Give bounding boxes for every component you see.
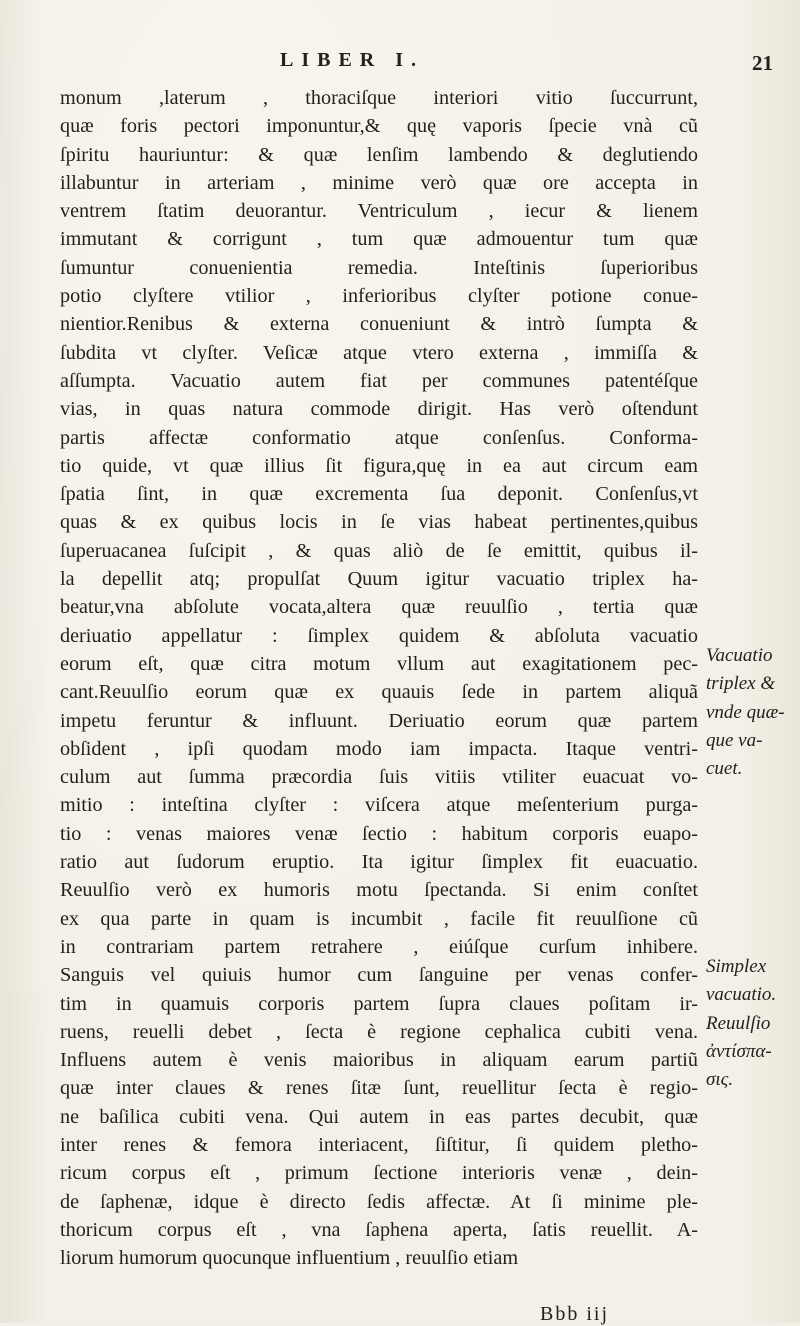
text-line: thoricum corpus eſt , vna ſaphena aperta, ſatis reuellit. A- (60, 1218, 698, 1241)
text-line: Reuulſio verò ex humoris motu ſpectanda. Si enim conſtet (60, 879, 698, 902)
margin-note: que va- (706, 730, 763, 751)
text-line: ſubdita vt clyſter. Veſicæ atque vtero externa , immiſſa & (60, 341, 698, 364)
text-line: de ſaphenæ, idque è directo ſedis affectæ. At ſi minime ple- (60, 1190, 698, 1213)
text-line: monum ,laterum , thoraciſque interiori vitio ſuccurrunt, (60, 87, 698, 109)
text-line: cant.Reuulſio eorum quæ ex quauis ſede in partem aliquã (60, 681, 698, 704)
text-line: culum aut ſumma præcordia ſuis vitiis vtiliter euacuat vo- (60, 766, 698, 789)
running-head (0, 49, 800, 79)
margin-note: σις. (706, 1069, 734, 1090)
text-line: ruens, reuelli debet , ſecta è regione cephalica cubiti vena. (60, 1020, 698, 1043)
margin-note: Reuulſio (706, 1013, 771, 1034)
text-line: partis affectæ conformatio atque conſenſus. Conforma- (60, 426, 698, 449)
text-line: ricum corpus eſt , primum ſectione interioris venæ , dein- (60, 1162, 698, 1185)
text-line: inter renes & femora interiacent, ſiſtitur, ſi quidem pletho- (60, 1133, 698, 1156)
text-line: mitio : inteſtina clyſter : viſcera atque meſenterium purga- (60, 794, 698, 817)
text-line: illabuntur in arteriam , minime verò quæ ore accepta in (60, 171, 698, 194)
margin-note: ἀντίσπα- (706, 1041, 772, 1062)
text-line: quæ inter claues & renes ſitæ ſunt, reuellitur ſecta è regio- (60, 1077, 698, 1100)
text-line: beatur,vna abſolute vocata,altera quæ reuulſio , tertia quæ (60, 596, 698, 619)
text-line: immutant & corrigunt , tum quæ admouentur tum quæ (60, 228, 698, 251)
text-line: ſuperuacanea ſuſcipit , & quas aliò de ſe emittit, quibus il- (60, 539, 698, 562)
main-text-block (60, 84, 698, 1272)
margin-note: Simplex (706, 956, 767, 977)
text-line: la depellit atq; propulſat Quum igitur vacuatio triplex ha- (60, 568, 698, 591)
text-line: ex qua parte in quam is incumbit , facile fit reuulſione cũ (60, 907, 698, 930)
text-line: nientior.Renibus & externa conueniunt & intrò ſumpta & (60, 313, 698, 336)
text-line: vias, in quas natura commode dirigit. Has verò oſtendunt (60, 398, 698, 421)
margin-note: cuet. (706, 758, 743, 779)
text-line: deriuatio appellatur : ſimplex quidem & abſoluta vacuatio (60, 624, 698, 647)
text-line: ne baſilica cubiti vena. Qui autem in eas partes decubit, quæ (60, 1105, 698, 1128)
signature-mark: Bbb iij (540, 1303, 610, 1325)
text-line: Influens autem è venis maioribus in aliquam earum partiũ (60, 1049, 698, 1072)
text-line: potio clyſtere vtilior , inferioribus clyſter potione conue- (60, 285, 698, 308)
running-title: LIBER I. (280, 49, 425, 71)
text-line: quæ foris pectori imponuntur,& quę vaporis ſpecie vnà cũ (60, 115, 698, 138)
text-line: in contrariam partem retrahere , eiúſque curſum inhibere. (60, 935, 698, 958)
text-line: ventrem ſtatim deuorantur. Ventriculum , iecur & lienem (60, 200, 698, 223)
text-line: tim in quamuis corporis partem ſupra claues poſitam ir- (60, 992, 698, 1015)
text-line: ſpiritu hauriuntur: & quæ lenſim lambendo & deglutiendo (60, 143, 698, 166)
margin-note: triplex & (706, 673, 776, 694)
page-number: 21 (752, 51, 773, 75)
text-line: Sanguis vel quiuis humor cum ſanguine per venas confer- (60, 964, 698, 987)
text-line: tio quide, vt quæ illius ſit figura,quę in ea aut circum eam (60, 454, 698, 477)
text-line: tio : venas maiores venæ ſectio : habitum corporis euapo- (60, 822, 698, 845)
text-line: obſident , ipſi quodam modo iam impacta. Itaque ventri- (60, 737, 698, 760)
margin-note: vacuatio. (706, 984, 777, 1005)
margin-note: Vacuatio (706, 645, 773, 666)
text-line: impetu feruntur & influunt. Deriuatio eorum quæ partem (60, 709, 698, 732)
text-line: aſſumpta. Vacuatio autem fiat per communes patentéſque (60, 369, 698, 392)
text-line: liorum humorum quocunque influentium , reuulſio etiam (60, 1247, 519, 1270)
margin-note: vnde quæ- (706, 702, 785, 723)
text-line: ſpatia ſint, in quæ excrementa ſua deponit. Conſenſus,vt (60, 483, 698, 506)
text-line: quas & ex quibus locis in ſe vias habeat pertinentes,quibus (60, 511, 698, 534)
text-line: ſumuntur conuenientia remedia. Inteſtinis ſuperioribus (60, 256, 698, 279)
text-line: ratio aut ſudorum eruptio. Ita igitur ſimplex fit euacuatio. (60, 851, 698, 874)
text-line: eorum eſt, quæ citra motum vllum aut exagitationem pec- (60, 652, 698, 675)
